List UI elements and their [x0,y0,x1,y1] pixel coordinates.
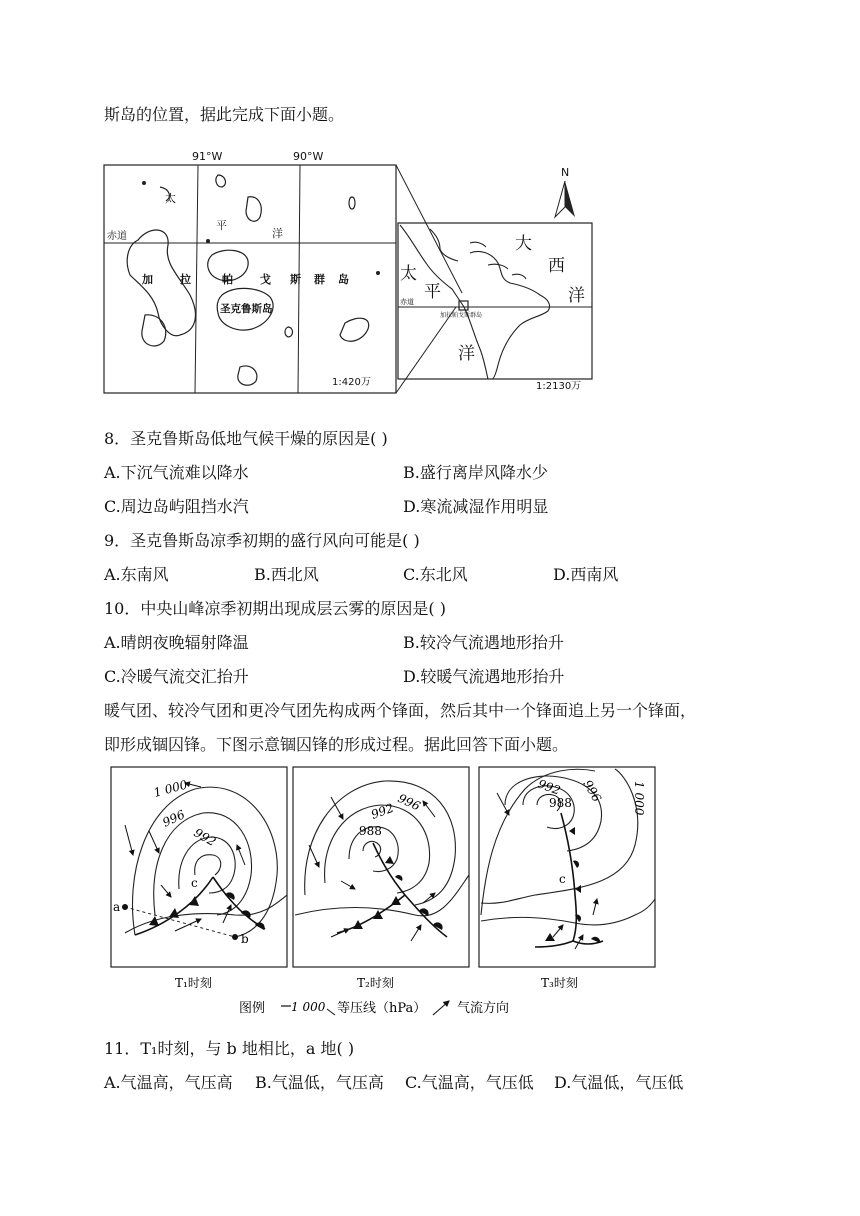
flow-arrow-icon [433,1001,449,1015]
label-yang-atl: 洋 [568,286,585,306]
label-tai-right: 太 [400,264,417,284]
san-cristobal-island [340,318,369,341]
intro-text-2a: 暖气团、较冷气团和更冷气团先构成两个锋面，然后其中一个锋面追上另一个锋面， [104,701,697,720]
label-da: 大 [515,234,532,254]
label-yang-pac: 洋 [458,344,475,364]
q9-option-d[interactable]: D.西南风 [553,565,619,584]
right-map-scale: 1:2130万 [536,381,582,392]
island-char-6: 群 [314,273,325,286]
t1-isobar-992: 992 [191,825,219,850]
t3-isobar-992: 992 [535,776,563,798]
q8-option-b[interactable]: B.盛行离岸风降水少 [403,463,548,482]
label-yang: 洋 [272,227,283,240]
q10-option-c[interactable]: C.冷暖气流交汇抬升 [104,667,249,686]
q11-option-a[interactable]: A.气温高，气压高 [104,1073,233,1092]
intro-text-2b: 即形成锢囚锋。下图示意锢囚锋的形成过程。据此回答下面小题。 [104,735,569,754]
galapagos-map-figure [100,145,600,400]
q9-option-b[interactable]: B.西北风 [254,565,319,584]
island-char-4: 戈 [260,273,271,286]
t3-isobar-1000: 1 000 [632,781,646,816]
island-char-7: 岛 [338,273,349,286]
panel-t3 [479,767,655,990]
north-label: N [561,166,570,179]
q9-stem: 9．圣克鲁斯岛凉季初期的盛行风向可能是( ) [104,531,420,550]
q10-option-a[interactable]: A.晴朗夜晚辐射降温 [104,633,249,652]
t1-caption: T₁时刻 [175,976,212,990]
t1-isobar-996: 996 [160,807,188,830]
q10-stem: 10．中央山峰凉季初期出现成层云雾的原因是( ) [104,599,446,618]
point-a-label: a [113,900,121,914]
t1-isobar-1000: 1 000 [152,777,189,800]
q8-option-c[interactable]: C.周边岛屿阻挡水汽 [104,497,249,516]
legend-isobar-text: 等压线（hPa） [337,1001,427,1016]
q11-option-b[interactable]: B.气温低，气压高 [255,1073,384,1092]
panel-t1 [111,767,287,990]
panel-t2 [293,767,469,990]
q9-option-c[interactable]: C.东北风 [403,565,468,584]
right-map-equator: 赤道 [400,298,414,306]
point-b-label: b [241,932,249,946]
occluded-front-figure [105,765,660,1020]
q8-stem: 8．圣克鲁斯岛低地气候干燥的原因是( ) [104,429,388,448]
q11-option-c[interactable]: C.气温高，气压低 [405,1073,534,1092]
lon-91w: 91°W [192,150,223,163]
t2-caption: T₂时刻 [357,976,394,990]
lon-90w: 90°W [293,150,324,163]
galapagos-label-right: 加拉帕戈斯群岛 [440,312,483,319]
label-ping-right: 平 [424,282,441,302]
island-char-1: 加 [142,273,153,286]
north-arrow-icon [565,181,575,217]
q8-option-d[interactable]: D.寒流减湿作用明显 [403,497,549,516]
t2-isobar-996: 996 [395,791,423,814]
island-char-3: 帕 [222,273,233,286]
label-ping: 平 [216,219,227,232]
t3-isobar-996: 996 [580,777,604,805]
t3-caption: T₃时刻 [541,976,578,990]
label-equator: 赤道 [107,231,127,242]
legend-value: 1 000 [291,1000,326,1014]
t3-isobar-988: 988 [549,796,572,810]
q10-option-d[interactable]: D.较暖气流遇地形抬升 [403,667,565,686]
q10-option-b[interactable]: B.较冷气流遇地形抬升 [403,633,564,652]
connector-bottom [396,307,456,393]
island-char-5: 斯 [290,273,301,286]
q8-option-a[interactable]: A.下沉气流难以降水 [104,463,249,482]
left-map-scale: 1:420万 [332,377,371,388]
santa-cruz-label: 圣克鲁斯岛 [220,303,273,315]
island-char-2: 拉 [180,273,191,286]
label-xi: 西 [548,256,565,276]
q9-option-a[interactable]: A.东南风 [104,565,169,584]
q11-option-d[interactable]: D.气温低，气压低 [554,1073,684,1092]
label-tai: 太 [165,192,176,205]
t1-point-c-label: c [191,876,198,890]
legend-flow-text: 气流方向 [457,1001,510,1016]
intro-text-1: 斯岛的位置，据此完成下面小题。 [104,105,345,124]
t3-point-c-label: c [559,872,566,886]
t2-isobar-988: 988 [359,824,382,838]
q11-stem: 11．T₁时刻，与 b 地相比，a 地( ) [104,1039,355,1058]
figure-legend [239,1000,509,1016]
t2-isobar-992: 992 [369,800,396,822]
legend-prefix: 图例 [239,1001,266,1016]
